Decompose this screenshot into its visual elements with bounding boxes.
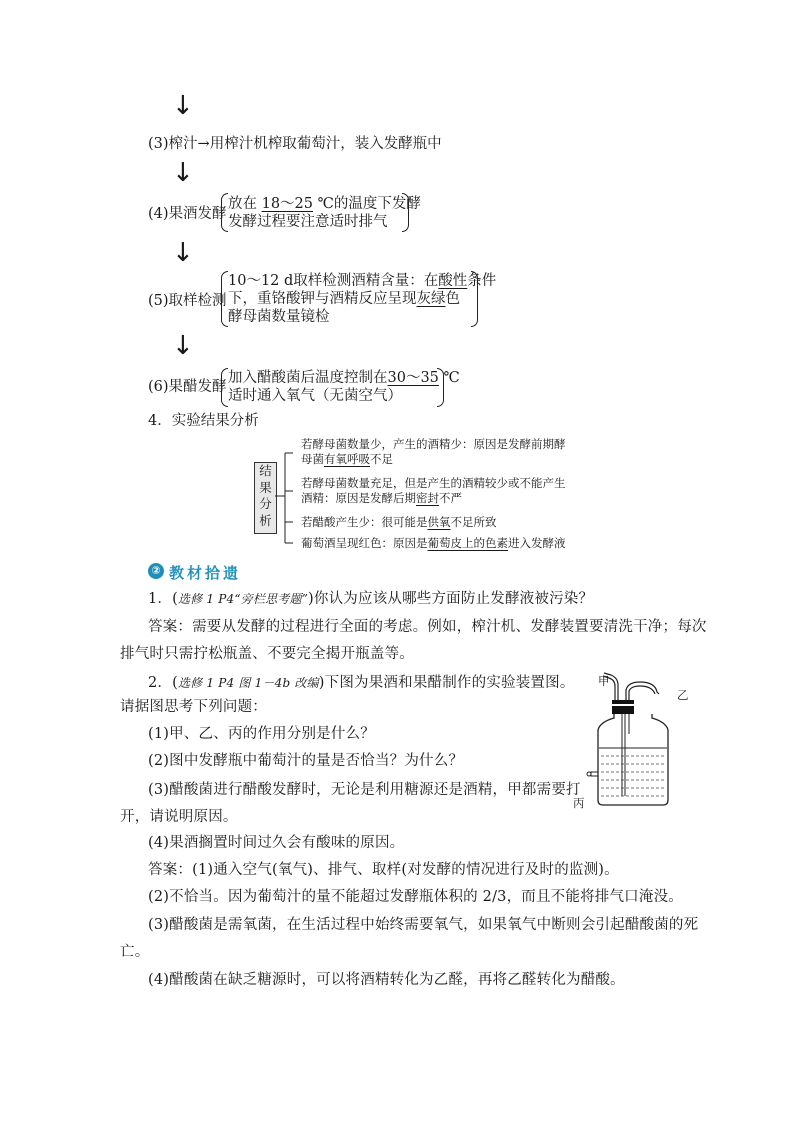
question-1: 1．(选修 1 P4“旁栏思考题”)你认为应该从哪些方面防止发酵液被污染？ (148, 591, 594, 607)
down-arrow-icon: ↓ (172, 331, 194, 361)
answer-2-2: (2)不恰当。因为葡萄汁的量不能超过发酵瓶体积的 2/3，而且不能将排气口淹没。 (148, 889, 683, 905)
down-arrow-icon: ↓ (172, 158, 194, 188)
label-bing: 丙 (573, 796, 585, 810)
step5-line2: 下，重铬酸钾与酒精反应呈现灰绿色 (228, 291, 460, 307)
answer-2-1: 答案：(1)通入空气(氧气)、排气、取样(对发酵的情况进行及时的监测)。 (148, 862, 619, 878)
step5-line3: 酵母菌数量镜检 (228, 309, 330, 325)
brace-left (221, 271, 228, 327)
analysis-item: 若酵母菌数量充足，但是产生的酒精较少或不能产生 (301, 476, 566, 490)
step6-line1: 加入醋酸菌后温度控制在30～35 ℃ (228, 370, 460, 386)
answer-1-line2: 排气时只需拧松瓶盖、不要完全揭开瓶盖等。 (120, 646, 414, 662)
step4-line2: 发酵过程要注意适时排气 (228, 214, 388, 230)
sub-question-2: (2)图中发酵瓶中葡萄汁的量是否恰当？为什么？ (148, 753, 464, 769)
brace-left (221, 368, 228, 407)
sub-question-3-line1: (3)醋酸菌进行醋酸发酵时，无论是利用糖源还是酒精，甲都需要打 (148, 782, 581, 798)
result-analysis-box: 结 果 分 析 (254, 462, 277, 534)
label-yi: 乙 (677, 688, 689, 702)
fermentation-bottle-icon (585, 668, 690, 813)
analysis-item: 母菌有氧呼吸不足 (301, 452, 393, 466)
brace-right (437, 368, 444, 407)
brace-left (221, 193, 228, 232)
answer-1-line1: 答案：需要从发酵的过程进行全面的考虑。例如，榨汁机、发酵装置要清洗干净；每次 (148, 619, 707, 635)
answer-2-4: (4)醋酸菌在缺乏糖源时，可以将酒精转化为乙醛，再将乙醛转化为醋酸。 (148, 972, 625, 988)
answer-2-3-line2: 亡。 (120, 944, 150, 960)
analysis-item: 葡萄酒呈现红色：原因是葡萄皮上的色素进入发酵液 (301, 536, 566, 550)
question-2-line2: 请据图思考下列问题： (120, 699, 267, 715)
answer-2-3-line1: (3)醋酸菌是需氧菌，在生活过程中始终需要氧气，如果氧气中断则会引起醋酸菌的死 (148, 917, 699, 933)
analysis-item: 酒精：原因是发酵后期密封不严 (301, 491, 462, 505)
step6-label: (6)果醋发酵 (148, 379, 227, 395)
step3-text: (3)榨汁→用榨汁机榨取葡萄汁，装入发酵瓶中 (148, 136, 442, 152)
down-arrow-icon: ↓ (172, 91, 194, 121)
step6-line2: 适时通入氧气（无菌空气） (228, 388, 402, 404)
step4-label: (4)果酒发酵 (148, 206, 227, 222)
down-arrow-icon: ↓ (172, 238, 194, 268)
question-2: 2．(选修 1 P4 图 1－4b 改编)下图为果酒和果醋制作的实验装置图。 (148, 675, 575, 691)
brace-right (471, 271, 478, 327)
section4-title: 4．实验结果分析 (148, 413, 259, 429)
analysis-item: 若醋酸产生少：很可能是供氧不足所致 (301, 515, 497, 529)
sub-question-3-line2: 开，请说明原因。 (120, 809, 238, 825)
step5-label: (5)取样检测 (148, 293, 227, 309)
fermentation-apparatus-figure (573, 668, 690, 813)
section-number-icon: ② (148, 563, 164, 579)
brace-right (402, 193, 409, 232)
sub-question-1: (1)甲、乙、丙的作用分别是什么？ (148, 726, 375, 742)
analysis-item: 若酵母菌数量少，产生的酒精少：原因是发酵前期酵 (301, 437, 566, 451)
sub-question-4: (4)果酒搁置时间过久会有酸味的原因。 (148, 835, 405, 851)
step4-line1: 放在 18～25 ℃的温度下发酵 (228, 196, 421, 212)
step5-line1: 10～12 d取样检测酒精含量：在酸性条件 (228, 273, 497, 289)
section-heading: 教材拾遗 (169, 564, 242, 582)
label-jia: 甲 (598, 674, 610, 688)
